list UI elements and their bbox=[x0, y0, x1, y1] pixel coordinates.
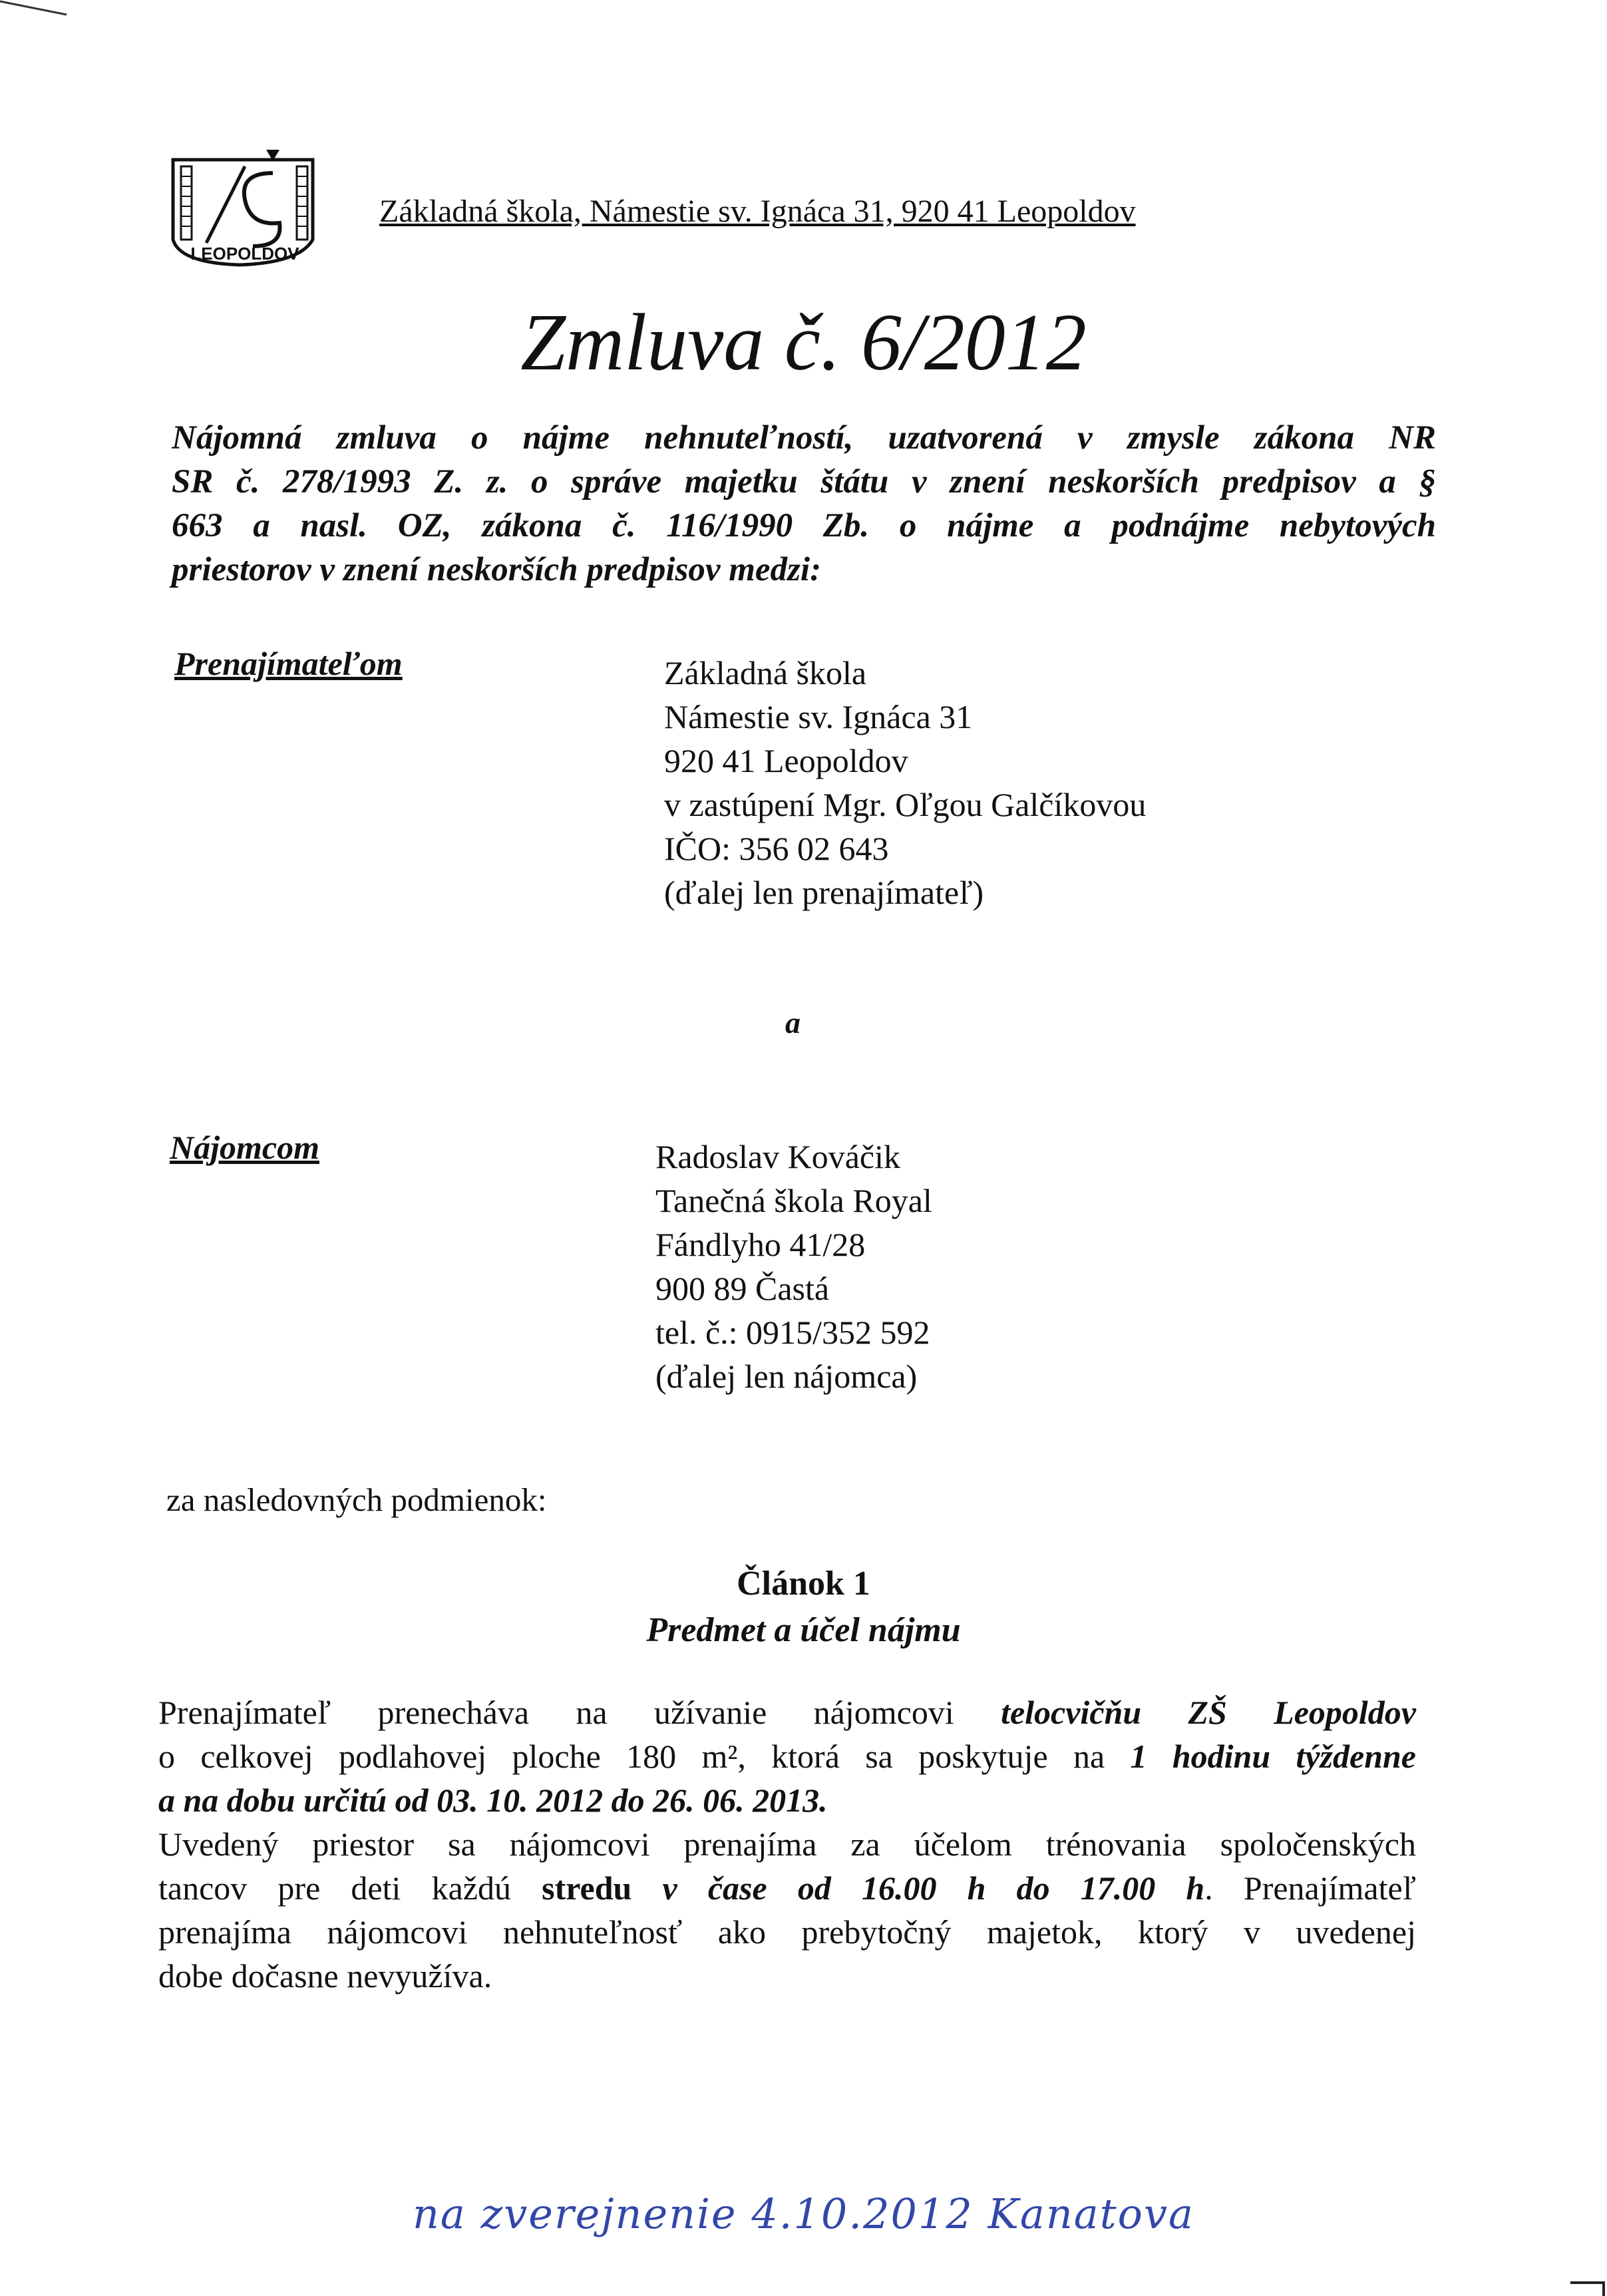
tenant-line: Fándlyho 41/28 bbox=[655, 1226, 866, 1263]
body-line: Prenajímateľ prenecháva na užívanie nájomcovi telocvičňu ZŠ Leopoldov bbox=[158, 1694, 1416, 1731]
landlord-line: 920 41 Leopoldov bbox=[664, 742, 908, 779]
body-line: prenajíma nájomcovi nehnuteľnosť ako prebytočný majetok, ktorý v uvedenej bbox=[158, 1913, 1416, 1951]
scan-artifact bbox=[0, 0, 80, 27]
tenant-details bbox=[655, 1135, 932, 1398]
landlord-label: Prenajímateľom bbox=[174, 645, 403, 682]
landlord-line: IČO: 356 02 643 bbox=[664, 830, 889, 867]
article-body bbox=[158, 1690, 1416, 1998]
body-line: tancov pre deti každú stredu v čase od 16.00 h do 17.00 h. Prenajímateľ bbox=[158, 1869, 1416, 1907]
tenant-line: (ďalej len nájomca) bbox=[655, 1358, 918, 1395]
scan-artifact-corner bbox=[1567, 2243, 1607, 2296]
article-number: Článok 1 bbox=[737, 1565, 870, 1603]
tenant-line: Radoslav Kováčik bbox=[655, 1138, 900, 1175]
tenant-line: Tanečná škola Royal bbox=[655, 1182, 932, 1219]
conditions-text: za nasledovných podmienok: bbox=[166, 1481, 547, 1518]
body-line: o celkovej podlahovej ploche 180 m², ktorá sa poskytuje na 1 hodinu týždenne bbox=[158, 1738, 1416, 1775]
contract-title: Zmluva č. 6/2012 bbox=[520, 297, 1087, 387]
handwritten-note: na zverejnenie 4.10.2012 Kanatova bbox=[413, 2190, 1194, 2238]
school-address-line: Základná škola, Námestie sv. Ignáca 31, 920 41 Leopoldov bbox=[379, 194, 1136, 229]
intro-line: SR č. 278/1993 Z. z. o správe majetku štátu v znení neskorších predpisov a § bbox=[172, 463, 1436, 500]
landlord-line: (ďalej len prenajímateľ) bbox=[664, 874, 984, 911]
body-line: Uvedený priestor sa nájomcovi prenajíma za účelom trénovania spoločenských bbox=[158, 1825, 1416, 1863]
conjunction: a bbox=[785, 1006, 801, 1040]
intro-line: Nájomná zmluva o nájme nehnuteľností, uzatvorená v zmysle zákona NR bbox=[172, 419, 1436, 457]
tenant-line: tel. č.: 0915/352 592 bbox=[655, 1314, 930, 1351]
tenant-label: Nájomcom bbox=[170, 1129, 319, 1166]
body-line: dobe dočasne nevyužíva. bbox=[158, 1957, 492, 1995]
landlord-line: Základná škola bbox=[664, 654, 867, 691]
contract-intro bbox=[172, 416, 1436, 592]
logo-lettering: LEOPOLDOV bbox=[190, 244, 299, 264]
article-title: Predmet a účel nájmu bbox=[646, 1611, 961, 1649]
intro-line: priestorov v znení neskorších predpisov medzi: bbox=[172, 551, 822, 588]
landlord-line: v zastúpení Mgr. Oľgou Galčíkovou bbox=[664, 786, 1147, 823]
landlord-details bbox=[664, 651, 1146, 914]
tenant-line: 900 89 Častá bbox=[655, 1270, 830, 1307]
intro-line: 663 a nasl. OZ, zákona č. 116/1990 Zb. o nájme a podnájme nebytových bbox=[172, 507, 1436, 544]
school-logo bbox=[166, 146, 323, 270]
body-line: a na dobu určitú od 03. 10. 2012 do 26. 06. 2013. bbox=[158, 1782, 828, 1819]
landlord-line: Námestie sv. Ignáca 31 bbox=[664, 698, 973, 735]
